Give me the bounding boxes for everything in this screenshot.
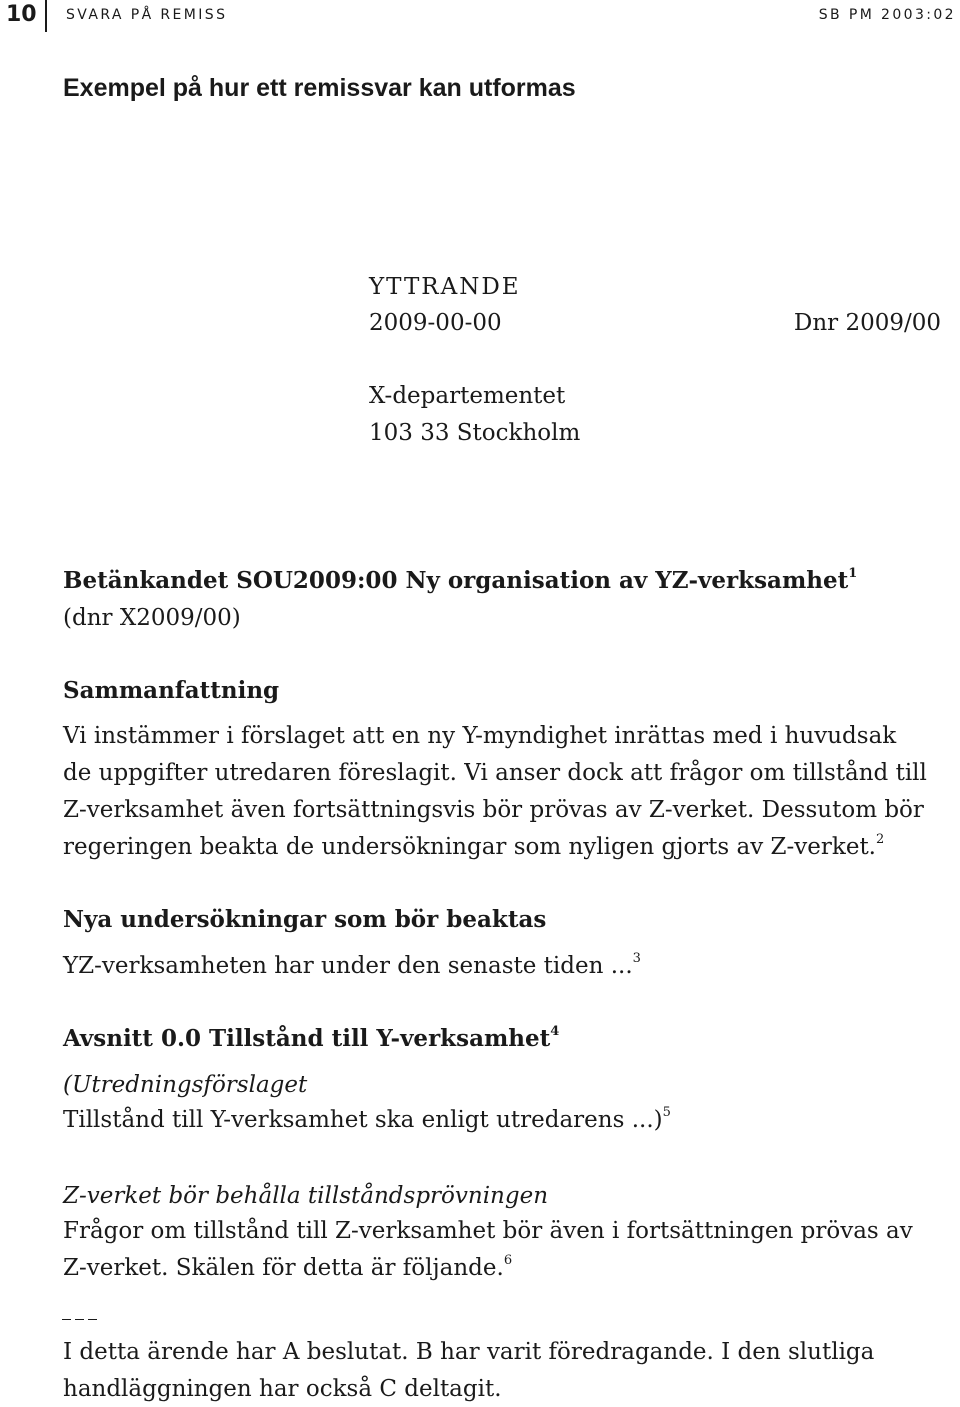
page-number: 10 [6, 2, 37, 27]
z-verket-heading: Z-verket bör behålla tillståndsprövningen [63, 1183, 549, 1209]
subject-dnr: (dnr X2009/00) [63, 605, 241, 631]
page-title: Exempel på hur ett remissvar kan utformas [63, 74, 576, 102]
subject-line [63, 566, 857, 596]
new-studies-text-line [63, 951, 641, 981]
footnote-ref: 3 [632, 951, 641, 967]
footnote-ref: 6 [503, 1253, 513, 1269]
summary-heading: Sammanfattning [63, 677, 280, 704]
proposal-text: Tillstånd till Y-verksamhet ska enligt utredarens ...) [63, 1107, 663, 1133]
summary-line-last [63, 829, 927, 866]
new-studies-text: YZ-verksamheten har under den senaste tiden ... [63, 953, 633, 979]
dash [75, 1319, 84, 1320]
closing-text: I detta ärende har A beslutat. B har varit föredragande. I den slutliga [63, 1339, 875, 1365]
footnote-ref: 5 [662, 1105, 671, 1121]
closing-text: handläggningen har också C deltagit. [63, 1376, 502, 1402]
subject-text: Betänkandet SOU2009:00 Ny organisation av YZ-verksamhet [63, 567, 849, 594]
header-divider [45, 0, 47, 32]
z-verket-text: Frågor om tillstånd till Z-verksamhet bör även i fortsättningen prövas av [63, 1218, 913, 1244]
summary-line: de uppgifter utredaren föreslagit. Vi anser dock att frågor om tillstånd till [63, 760, 927, 786]
footnote-ref: 1 [848, 566, 858, 582]
footnote-ref: 2 [876, 832, 885, 848]
recipient-name: X-departementet [369, 383, 566, 409]
summary-line: Vi instämmer i förslaget att en ny Y-myndighet inrättas med i huvudsak [63, 723, 897, 749]
document-date: 2009-00-00 [369, 310, 502, 336]
recipient-address: 103 33 Stockholm [369, 420, 581, 446]
footnote-ref: 4 [550, 1024, 560, 1040]
summary-paragraph [63, 718, 927, 866]
proposal-text-line [63, 1105, 671, 1135]
dash [62, 1319, 71, 1320]
separator-dashes [62, 1305, 101, 1324]
running-header-right: SB PM 2003:02 [818, 7, 956, 23]
section-heading: Avsnitt 0.0 Tillstånd till Y-verksamhet [63, 1025, 551, 1052]
summary-line: Z-verksamhet även fortsättningsvis bör prövas av Z-verket. Dessutom bör [63, 797, 924, 823]
z-verket-text: Z-verket. Skälen för detta är följande. [63, 1255, 504, 1281]
new-studies-heading: Nya undersökningar som bör beaktas [63, 906, 547, 933]
section-heading-line [63, 1024, 559, 1054]
document-type: YTTRANDE [369, 274, 521, 300]
running-header-left: SVARA PÅ REMISS [66, 7, 228, 23]
z-verket-text-line [63, 1253, 512, 1283]
dash [88, 1319, 97, 1320]
summary-line: regeringen beakta de undersökningar som nyligen gjorts av Z-verket. [63, 834, 876, 860]
proposal-label: (Utredningsförslaget [63, 1072, 308, 1098]
document-dnr: Dnr 2009/00 [793, 310, 941, 336]
